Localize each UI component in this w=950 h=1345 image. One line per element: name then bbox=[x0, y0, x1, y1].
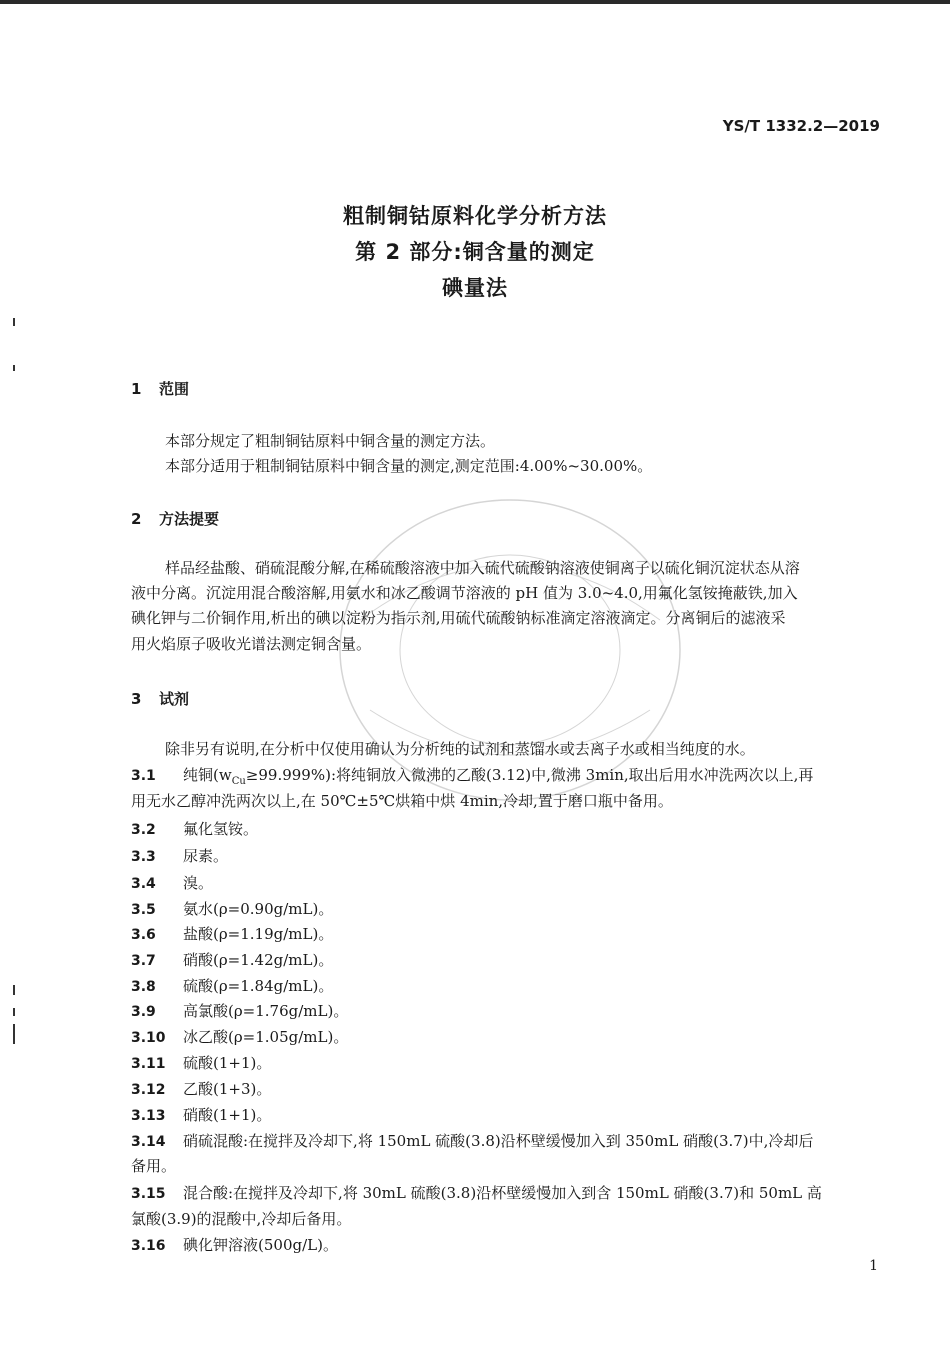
item-number: 3.12 bbox=[131, 1082, 166, 1098]
item-continuation: 用无水乙醇冲洗两次以上,在 50℃±5℃烘箱中烘 4min,冷却,置于磨口瓶中备用。 bbox=[131, 792, 673, 810]
item-text: 高氯酸(ρ=1.76g/mL)。 bbox=[183, 1002, 349, 1020]
item-text: 尿素。 bbox=[183, 847, 229, 865]
item-number: 3.9 bbox=[131, 1004, 156, 1020]
document-number: YS/T 1332.2—2019 bbox=[722, 117, 880, 135]
item-text: 盐酸(ρ=1.19g/mL)。 bbox=[183, 925, 334, 943]
item-text: 纯铜(w bbox=[183, 766, 232, 784]
item-number: 3.4 bbox=[131, 876, 156, 892]
reagent-item bbox=[131, 1078, 271, 1099]
scan-mark bbox=[13, 1008, 15, 1016]
paragraph-line: 本部分适用于粗制铜钴原料中铜含量的测定,测定范围:4.00%~30.00%。 bbox=[165, 457, 653, 475]
page-number: 1 bbox=[869, 1258, 878, 1274]
reagent-item bbox=[131, 1234, 338, 1255]
item-number: 3.14 bbox=[131, 1134, 166, 1150]
item-number: 3.10 bbox=[131, 1030, 166, 1046]
reagent-item bbox=[131, 1130, 813, 1151]
section-heading-reagents bbox=[131, 688, 189, 709]
section-number: 3 bbox=[131, 690, 142, 708]
item-number: 3.15 bbox=[131, 1186, 166, 1202]
section-heading-method bbox=[131, 508, 219, 529]
paragraph-line: 液中分离。沉淀用混合酸溶解,用氨水和冰乙酸调节溶液的 pH 值为 3.0~4.0,用氟化氢铵掩蔽铁,加入 bbox=[131, 584, 798, 602]
section-title: 范围 bbox=[159, 380, 190, 398]
paragraph-line: 本部分规定了粗制铜钴原料中铜含量的测定方法。 bbox=[165, 432, 496, 450]
item-text: 氟化氢铵。 bbox=[183, 820, 259, 838]
section-title: 方法提要 bbox=[159, 510, 220, 528]
item-number: 3.13 bbox=[131, 1108, 166, 1124]
item-text: 冰乙酸(ρ=1.05g/mL)。 bbox=[183, 1028, 349, 1046]
reagent-item bbox=[131, 764, 813, 787]
section-number: 1 bbox=[131, 380, 142, 398]
scan-mark bbox=[13, 985, 15, 995]
item-number: 3.11 bbox=[131, 1056, 166, 1072]
reagent-item bbox=[131, 845, 228, 866]
item-number: 3.5 bbox=[131, 902, 156, 918]
paragraph-line: 除非另有说明,在分析中仅使用确认为分析纯的试剂和蒸馏水或去离子水或相当纯度的水。 bbox=[165, 740, 755, 758]
doc-title-main: 粗制铜钴原料化学分析方法 bbox=[343, 204, 607, 228]
top-rule bbox=[0, 0, 950, 4]
item-number: 3.1 bbox=[131, 768, 156, 784]
reagent-item bbox=[131, 949, 333, 970]
section-title: 试剂 bbox=[159, 690, 190, 708]
reagent-item bbox=[131, 872, 213, 893]
paragraph-line: 样品经盐酸、硝硫混酸分解,在稀硫酸溶液中加入硫代硫酸钠溶液使铜离子以硫化铜沉淀状态从溶 bbox=[165, 559, 800, 577]
section-heading-scope bbox=[131, 378, 189, 399]
item-number: 3.16 bbox=[131, 1238, 166, 1254]
paragraph-line: 碘化钾与二价铜作用,析出的碘以淀粉为指示剂,用硫代硫酸钠标准滴定溶液滴定。分离铜后的滤液采 bbox=[131, 609, 786, 627]
item-text: 混合酸:在搅拌及冷却下,将 30mL 硫酸(3.8)沿杯壁缓慢加入到含 150mL 硝酸(3.7)和 50mL 高 bbox=[183, 1184, 822, 1202]
reagent-item bbox=[131, 1052, 271, 1073]
scan-mark bbox=[13, 318, 15, 326]
item-text: 碘化钾溶液(500g/L)。 bbox=[183, 1236, 338, 1254]
item-number: 3.7 bbox=[131, 953, 156, 969]
item-text: 溴。 bbox=[183, 874, 214, 892]
item-number: 3.6 bbox=[131, 927, 156, 943]
section-number: 2 bbox=[131, 510, 142, 528]
doc-title-method: 碘量法 bbox=[442, 276, 508, 300]
item-number: 3.8 bbox=[131, 979, 156, 995]
reagent-item bbox=[131, 923, 333, 944]
item-text: 硝硫混酸:在搅拌及冷却下,将 150mL 硫酸(3.8)沿杯壁缓慢加入到 350mL 硝酸(3.7)中,冷却后 bbox=[183, 1132, 814, 1150]
paragraph-line: 用火焰原子吸收光谱法测定铜含量。 bbox=[131, 635, 372, 653]
item-number: 3.2 bbox=[131, 822, 156, 838]
item-text: 氨水(ρ=0.90g/mL)。 bbox=[183, 900, 334, 918]
item-text: 硫酸(1+1)。 bbox=[183, 1054, 272, 1072]
reagent-item bbox=[131, 1026, 348, 1047]
reagent-item bbox=[131, 1182, 822, 1203]
item-text: 硝酸(ρ=1.42g/mL)。 bbox=[183, 951, 334, 969]
reagent-item bbox=[131, 1000, 348, 1021]
item-text: ≥99.999%):将纯铜放入微沸的乙酸(3.12)中,微沸 3min,取出后用水冲洗两次以上,再 bbox=[245, 766, 814, 784]
reagent-item bbox=[131, 1104, 271, 1125]
item-continuation: 备用。 bbox=[131, 1157, 177, 1175]
reagent-item bbox=[131, 898, 333, 919]
item-text: 乙酸(1+3)。 bbox=[183, 1080, 272, 1098]
item-number: 3.3 bbox=[131, 849, 156, 865]
reagent-item bbox=[131, 975, 333, 996]
doc-title-part: 第 2 部分:铜含量的测定 bbox=[355, 240, 595, 264]
item-continuation: 氯酸(3.9)的混酸中,冷却后备用。 bbox=[131, 1210, 352, 1228]
item-text: 硝酸(1+1)。 bbox=[183, 1106, 272, 1124]
item-subscript: Cu bbox=[231, 776, 246, 787]
reagent-item bbox=[131, 818, 258, 839]
scan-mark bbox=[13, 1024, 15, 1044]
item-text: 硫酸(ρ=1.84g/mL)。 bbox=[183, 977, 334, 995]
scan-mark bbox=[13, 365, 15, 371]
